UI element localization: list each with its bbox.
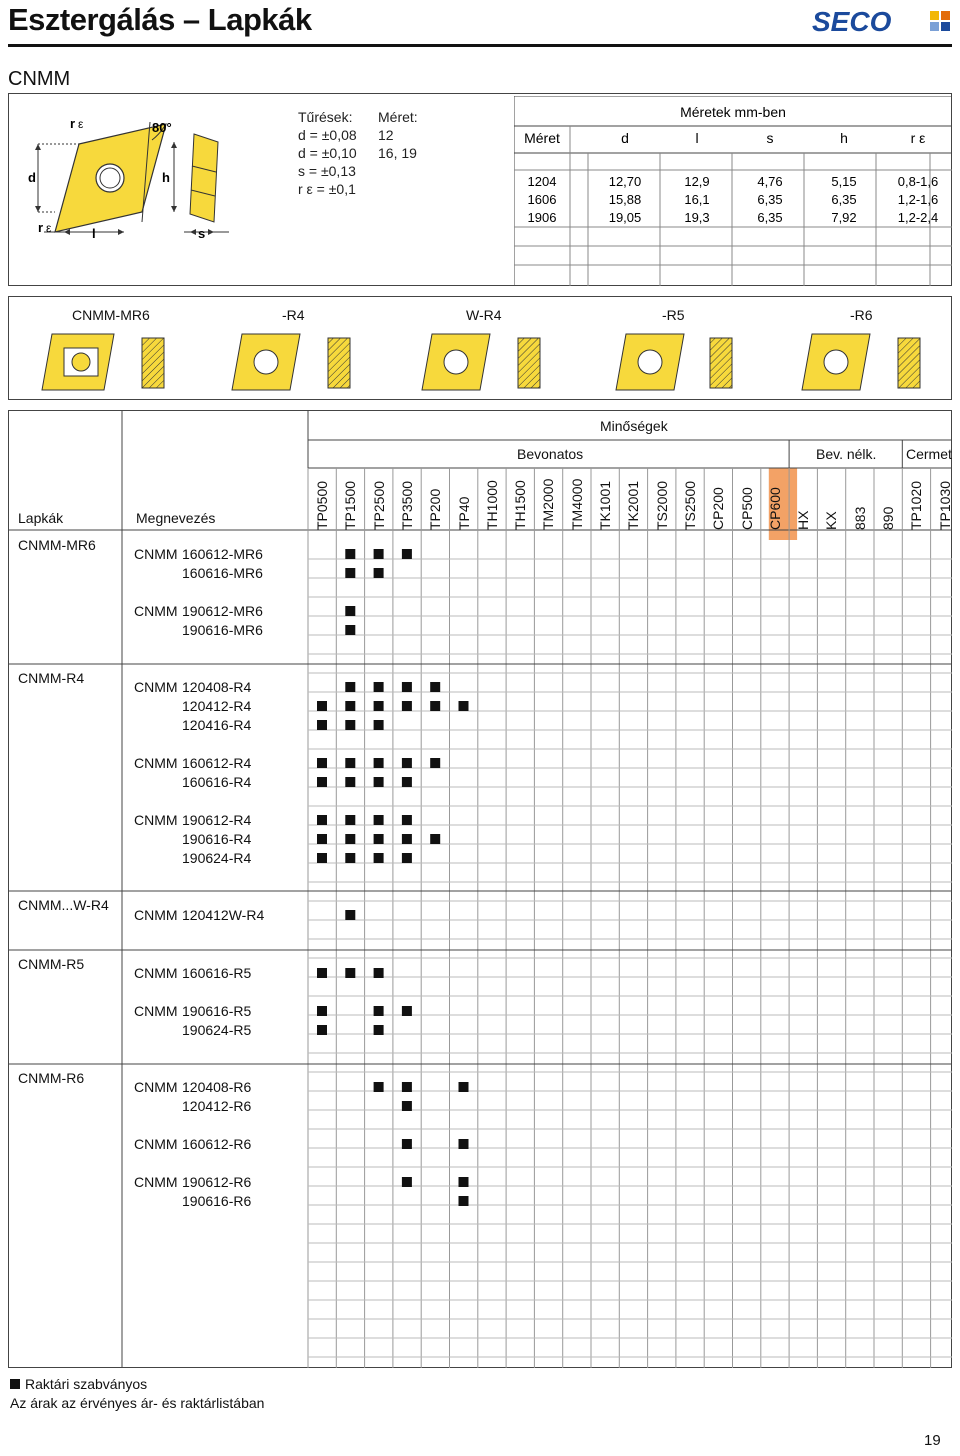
- stock-mark: [374, 701, 384, 711]
- row-prefix: CNMM: [134, 1079, 178, 1095]
- stock-mark: [402, 1101, 412, 1111]
- dim-value-cell: 1,2-2,4: [897, 210, 939, 225]
- stock-mark: [374, 568, 384, 578]
- stock-mark: [459, 1177, 469, 1187]
- stock-mark: [402, 815, 412, 825]
- dim-value-cell: 0,8-1,6: [897, 174, 939, 189]
- stock-mark: [345, 625, 355, 635]
- grade-header-tp1020: TP1020: [908, 480, 925, 530]
- dim-value-cell: 6,35: [831, 192, 857, 207]
- grade-header-tk2001: TK2001: [625, 480, 642, 530]
- minosegek-label: Minőségek: [600, 418, 668, 434]
- dim-header: d: [621, 130, 629, 146]
- profile-images: [30, 330, 950, 394]
- title-rule: [8, 44, 952, 47]
- dim-value-cell: 15,88: [608, 192, 642, 207]
- stock-mark: [374, 549, 384, 559]
- row-prefix: CNMM: [134, 546, 178, 562]
- tolerance-label: Tűrések:: [298, 109, 353, 125]
- tolerance-line: s = ±0,13: [298, 163, 356, 179]
- dim-r2-label: r: [38, 220, 44, 235]
- row-prefix: CNMM: [134, 907, 178, 923]
- stock-mark: [374, 815, 384, 825]
- dim-header: h: [840, 130, 848, 146]
- grade-header-tk1001: TK1001: [597, 480, 613, 530]
- stock-mark: [402, 1177, 412, 1187]
- row-prefix: CNMM: [134, 679, 178, 695]
- stock-mark: [402, 853, 412, 863]
- stock-mark: [402, 682, 412, 692]
- stock-mark: [345, 682, 355, 692]
- profile-label: -R5: [662, 307, 685, 323]
- page-number: 19: [924, 1432, 941, 1449]
- stock-mark: [374, 834, 384, 844]
- row-code: 120412-R4: [182, 698, 252, 714]
- stock-mark: [430, 682, 440, 692]
- stock-mark: [317, 968, 327, 978]
- stock-mark: [374, 1082, 384, 1092]
- dim-value-cell: 6,35: [757, 210, 783, 225]
- stock-mark: [374, 682, 384, 692]
- lapkak-header: Lapkák: [18, 510, 64, 526]
- row-code: 160616-R4: [182, 774, 252, 790]
- tolerance-line: r ε = ±0,1: [298, 181, 356, 197]
- stock-mark: [345, 720, 355, 730]
- dim-header: Méret: [524, 130, 560, 146]
- stock-marker: [10, 1379, 20, 1389]
- row-prefix: CNMM: [134, 1174, 178, 1190]
- grade-header-cp600: CP600: [766, 487, 783, 530]
- stock-mark: [317, 834, 327, 844]
- dim-r-eps: ε: [78, 117, 84, 131]
- row-code: 190612-R4: [182, 812, 252, 828]
- grade-header-tm2000: TM2000: [540, 478, 557, 530]
- stock-mark: [345, 968, 355, 978]
- meret-label: Méret:: [378, 109, 418, 125]
- dim-header: r ε: [910, 130, 926, 146]
- meret-line: 16, 19: [378, 145, 417, 161]
- dim-size-cell: 1606: [527, 192, 557, 207]
- dim-header: l: [695, 130, 699, 146]
- dim-s-label: s: [198, 226, 206, 241]
- dim-value-cell: 12,9: [684, 174, 710, 189]
- stock-mark: [374, 720, 384, 730]
- stock-mark: [317, 815, 327, 825]
- megnevezes-header: Megnevezés: [136, 510, 216, 526]
- stock-mark: [402, 758, 412, 768]
- stock-mark: [345, 910, 355, 920]
- dim-l-label: l: [92, 226, 96, 241]
- grade-header-tp3500: TP3500: [398, 480, 415, 530]
- stock-mark: [459, 1196, 469, 1206]
- dim-table-caption: Méretek mm-ben: [680, 104, 786, 120]
- row-code: 190624-R5: [182, 1022, 252, 1038]
- dim-size-cell: 1906: [527, 210, 557, 225]
- row-code: 190616-R5: [182, 1003, 252, 1019]
- stock-mark: [402, 1139, 412, 1149]
- row-code: 190612-R6: [182, 1174, 252, 1190]
- grade-header-890: 890: [880, 506, 896, 530]
- group-label: CNMM-R5: [18, 956, 85, 972]
- row-code: 120412-R6: [182, 1098, 252, 1114]
- dim-h-label: h: [162, 170, 170, 185]
- legend-prices: Az árak az érvényes ár- és raktárlistában: [10, 1395, 265, 1411]
- stock-mark: [374, 1025, 384, 1035]
- row-code: 160612-R6: [182, 1136, 252, 1152]
- stock-mark: [317, 1006, 327, 1016]
- grade-header-cp500: CP500: [738, 487, 755, 530]
- row-prefix: CNMM: [134, 812, 178, 828]
- page-title: Esztergálás – Lapkák: [8, 2, 312, 37]
- stock-mark: [345, 701, 355, 711]
- grade-header-ts2500: TS2500: [681, 480, 698, 530]
- profile-label: CNMM-MR6: [72, 307, 150, 323]
- row-code: 120416-R4: [182, 717, 252, 733]
- row-code: 190616-MR6: [182, 622, 263, 638]
- stock-mark: [374, 968, 384, 978]
- row-code: 120408-R4: [182, 679, 252, 695]
- row-code: 190612-MR6: [182, 603, 263, 619]
- meret-line: 12: [378, 127, 394, 143]
- grade-header-tp200: TP200: [427, 488, 444, 530]
- row-prefix: CNMM: [134, 1136, 178, 1152]
- dim-size-cell: 1204: [527, 174, 557, 189]
- group-label: CNMM-R6: [18, 1070, 85, 1086]
- profile-label: -R6: [850, 307, 873, 323]
- grade-header-kx: KX: [823, 511, 840, 530]
- stock-mark: [402, 1082, 412, 1092]
- stock-mark: [402, 549, 412, 559]
- stock-mark: [345, 606, 355, 616]
- dim-r-label: r: [70, 116, 76, 131]
- stock-mark: [430, 834, 440, 844]
- dim-value-cell: 1,2-1,6: [897, 192, 939, 207]
- stock-mark: [317, 701, 327, 711]
- stock-mark: [430, 701, 440, 711]
- profile-label: W-R4: [466, 307, 502, 323]
- stock-mark: [317, 777, 327, 787]
- stock-mark: [402, 777, 412, 787]
- profile-r5-image: [616, 334, 732, 390]
- insert-drawing: [24, 112, 246, 242]
- profile-r4-image: [232, 334, 350, 390]
- grade-header-tp1030: TP1030: [936, 480, 953, 530]
- legend-stock: Raktári szabványos: [25, 1376, 148, 1392]
- grade-header-th1000: TH1000: [483, 480, 500, 530]
- stock-mark: [317, 853, 327, 863]
- stock-mark: [374, 777, 384, 787]
- tolerance-line: d = ±0,08: [298, 127, 357, 143]
- row-code: 120408-R6: [182, 1079, 252, 1095]
- stock-mark: [374, 758, 384, 768]
- grade-header-hx: HX: [795, 510, 812, 530]
- group-label: CNMM...W-R4: [18, 897, 109, 913]
- row-prefix: CNMM: [134, 1003, 178, 1019]
- stock-mark: [317, 720, 327, 730]
- dim-value-cell: 16,1: [684, 192, 710, 207]
- seco-logo-text: SECO: [812, 6, 892, 36]
- row-code: 190616-R4: [182, 831, 252, 847]
- stock-mark: [345, 568, 355, 578]
- dim-value-cell: 5,15: [831, 174, 857, 189]
- profile-r6-image: [802, 334, 920, 390]
- grade-header-cp200: CP200: [710, 487, 727, 530]
- bev-nelk-label: Bev. nélk.: [816, 446, 877, 462]
- stock-mark: [374, 1006, 384, 1016]
- grade-header-883: 883: [851, 506, 868, 530]
- grade-header-tp0500: TP0500: [314, 480, 330, 530]
- stock-mark: [402, 834, 412, 844]
- stock-mark: [345, 777, 355, 787]
- tolerance-line: d = ±0,10: [298, 145, 357, 161]
- dimension-table: [514, 96, 952, 286]
- row-code: 190624-R4: [182, 850, 252, 866]
- stock-mark: [345, 758, 355, 768]
- stock-mark: [317, 758, 327, 768]
- profile-wr4-image: [422, 334, 540, 390]
- dim-value-cell: 12,70: [608, 174, 642, 189]
- dimension-rows: [528, 174, 939, 225]
- row-code: 160616-MR6: [182, 565, 263, 581]
- grade-header-ts2000: TS2000: [653, 480, 670, 530]
- stock-mark: [345, 853, 355, 863]
- stock-mark: [345, 834, 355, 844]
- insert-code: CNMM: [8, 68, 71, 90]
- stock-mark: [374, 853, 384, 863]
- row-prefix: CNMM: [134, 965, 178, 981]
- stock-mark: [317, 1025, 327, 1035]
- stock-mark: [402, 1006, 412, 1016]
- dim-value-cell: 19,3: [684, 210, 710, 225]
- stock-mark: [459, 1139, 469, 1149]
- group-label: CNMM-R4: [18, 670, 85, 686]
- row-code: 160612-MR6: [182, 546, 263, 562]
- dim-d-label: d: [28, 170, 36, 185]
- dim-angle-label: 80°: [152, 120, 172, 135]
- profile-label: -R4: [282, 307, 305, 323]
- stock-mark: [459, 701, 469, 711]
- stock-mark: [345, 815, 355, 825]
- grade-header-tm4000: TM4000: [568, 478, 585, 530]
- dim-value-cell: 6,35: [757, 192, 783, 207]
- stock-mark: [430, 758, 440, 768]
- row-code: 190616-R6: [182, 1193, 252, 1209]
- dim-value-cell: 7,92: [831, 210, 857, 225]
- dim-value-cell: 19,05: [608, 210, 642, 225]
- bevonatos-label: Bevonatos: [517, 446, 584, 462]
- grade-header-tp1500: TP1500: [342, 480, 359, 530]
- dim-r2-eps: ε: [46, 221, 52, 235]
- cermet-label: Cermet: [906, 446, 952, 462]
- row-prefix: CNMM: [134, 755, 178, 771]
- dim-header: s: [766, 130, 774, 146]
- grade-header-tp40: TP40: [455, 496, 472, 530]
- row-prefix: CNMM: [134, 603, 178, 619]
- stock-mark: [402, 701, 412, 711]
- row-code: 120412W-R4: [182, 907, 265, 923]
- seco-logo: [812, 6, 952, 36]
- dim-value-cell: 4,76: [757, 174, 783, 189]
- profile-mr6-image: [42, 334, 164, 390]
- stock-mark: [459, 1082, 469, 1092]
- group-label: CNMM-MR6: [18, 537, 96, 553]
- stock-mark: [345, 549, 355, 559]
- grade-header-th1500: TH1500: [512, 480, 529, 530]
- row-code: 160612-R4: [182, 755, 252, 771]
- row-code: 160616-R5: [182, 965, 252, 981]
- grade-header-tp2500: TP2500: [370, 480, 387, 530]
